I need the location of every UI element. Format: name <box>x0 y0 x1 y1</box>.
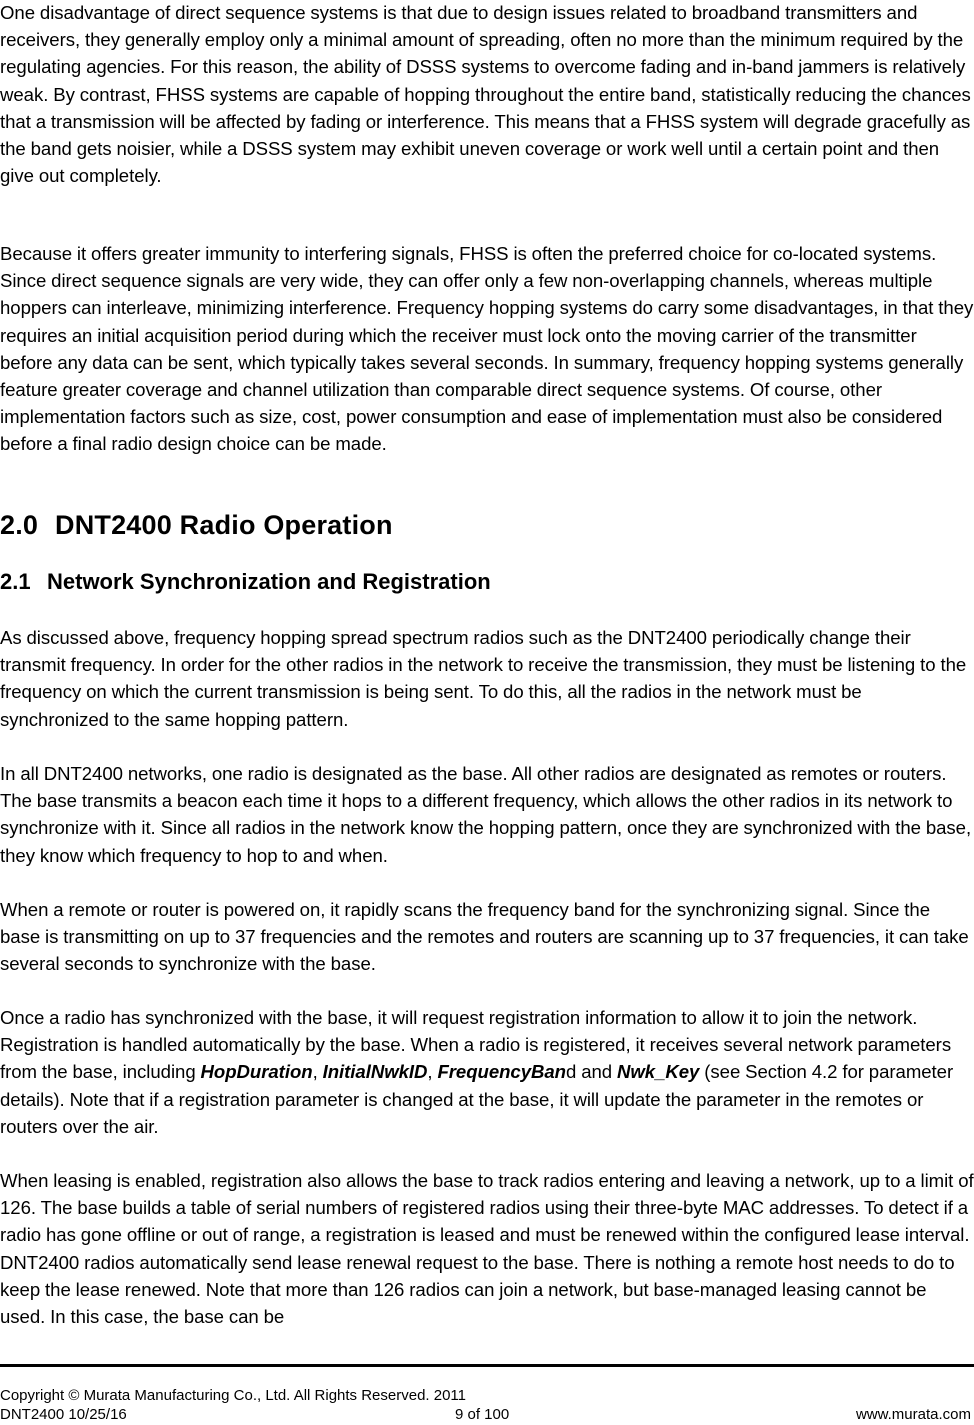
paragraph-synchronization: As discussed above, frequency hopping spread spectrum radios such as the DNT2400 periodically change their transmit frequency. In order for the other radios in the network to receive the transmission, they must be listening to the frequency on which the current transmission is being sent. To do this, all the radios in the network must be synchronized to the same hopping pattern. <box>0 627 967 730</box>
paragraph-scanning: When a remote or router is powered on, it rapidly scans the frequency band for the synchronizing signal. Since the base is transmitting on up to 37 frequencies and the remotes and routers are scanning up to 37 frequencies, it can take several seconds to synchronize with the base. <box>0 899 969 975</box>
paragraph-base-and-remotes: In all DNT2400 networks, one radio is designated as the base. All other radios are designated as remotes or routers. The base transmits a beacon each time it hops to a different frequency, which allows the other radios in its network to synchronize with it. Since all radios in the network know the hopping pattern, once they are synchronized with the base, they know which frequency to hop to and when. <box>0 763 972 866</box>
section-number: 2.0 <box>0 510 39 540</box>
registration-text-a: Once a radio has synchronized with the base, it will request registration information to allow it to join the network. Registration is handled automatically by the base. When a radio is registered, it receives several network parameters from the base, including <box>0 1007 952 1083</box>
param-hop-duration: HopDuration <box>200 1061 313 1083</box>
paragraph-leasing: When leasing is enabled, registration also allows the base to track radios entering and leaving a network, up to a limit of 126. The base builds a table of serial numbers of registered radios using their three-byte MAC addresses. To detect if a radio has gone offline or out of range, a registration is leased and must be renewed within the configured lease interval. DNT2400 radios automatically send lease renewal request to the base. There is nothing a remote host needs to do to keep the lease renewed. Note that more than 126 radios can join a network, but base-managed leasing cannot be used. In this case, the base can be <box>0 1170 974 1328</box>
subsection-heading-2-1 <box>0 568 974 596</box>
paragraph-fhss-immunity: Because it offers greater immunity to interfering signals, FHSS is often the preferred choice for co-located systems. Since direct sequence signals are very wide, they can offer only a few non-overlapping channels, whereas multiple hoppers can interleave, minimizing interference. Frequency hopping systems do carry some disadvantages, in that they requires an initial acquisition period during which the receiver must lock onto the moving carrier of the transmitter before any data can be sent, which typically takes several seconds. In summary, frequency hopping systems generally feature greater coverage and channel utilization than comparable direct sequence systems. Of course, other implementation factors such as size, cost, power consumption and ease of implementation must also be considered before a final radio design choice can be made. <box>0 243 974 455</box>
registration-text-mid: d and <box>566 1061 617 1083</box>
section-title: DNT2400 Radio Operation <box>55 510 393 540</box>
paragraph-registration <box>0 1004 974 1140</box>
footer-url: www.murata.com <box>855 1406 971 1423</box>
param-initial-nwk-id: InitialNwkID <box>322 1061 428 1083</box>
subsection-number: 2.1 <box>0 569 31 594</box>
separator: , <box>427 1061 438 1083</box>
param-nwk-key: Nwk_Key <box>617 1061 700 1083</box>
paragraph-dsss-disadvantage: One disadvantage of direct sequence systems is that due to design issues related to broadband transmitters and receivers, they generally employ only a minimal amount of spreading, often no more than the minimum required by the regulating agencies. For this reason, the ability of DSSS systems to overcome fading and in-band jammers is relatively weak. By contrast, FHSS systems are capable of hopping throughout the entire band, statistically reducing the chances that a transmission will be affected by fading or interference. This means that a FHSS system will degrade gracefully as the band gets noisier, while a DSSS system may exhibit uneven coverage or work well until a certain point and then give out completely. <box>0 2 971 187</box>
separator: , <box>312 1061 323 1083</box>
section-heading-2-0 <box>0 509 974 541</box>
subsection-title: Network Synchronization and Registration <box>47 569 491 594</box>
footer-rule <box>0 1364 974 1367</box>
registration-text-b: (see Section 4.2 for parameter details). Note that if a registration parameter is changed at the base, it will update the parameter in the remotes or routers over the air. <box>0 1061 954 1137</box>
footer-page-number: 9 of 100 <box>455 1406 510 1423</box>
param-frequency-band: FrequencyBan <box>437 1061 566 1083</box>
footer-doc-id: DNT2400 10/25/16 <box>0 1406 127 1423</box>
footer-copyright: Copyright © Murata Manufacturing Co., Ltd. All Rights Reserved. 2011 <box>0 1387 467 1404</box>
